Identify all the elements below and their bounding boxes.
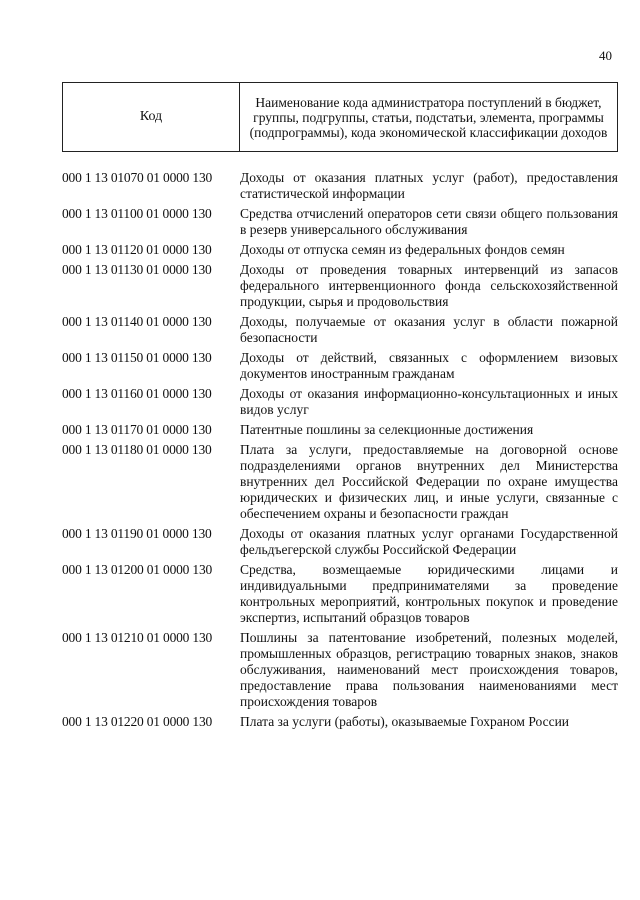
row-code: 000 1 13 01130 01 0000 130 bbox=[62, 262, 212, 277]
table-row bbox=[62, 714, 618, 730]
row-text: Патентные пошлины за селекционные достижения bbox=[240, 422, 534, 437]
table-row bbox=[62, 170, 618, 202]
row-code: 000 1 13 01120 01 0000 130 bbox=[62, 242, 212, 257]
row-code: 000 1 13 01210 01 0000 130 bbox=[62, 630, 213, 645]
table-row bbox=[62, 262, 618, 310]
row-code: 000 1 13 01150 01 0000 130 bbox=[62, 350, 212, 365]
table-body bbox=[62, 170, 618, 734]
row-text: Пошлины за патентование изобретений, полезных моделей, промышленных образцов, регистрацию товарных знаков, знаков обслуживания, наименований мест происхождения товаров, предоставление права пользования наименованиями мест происхождения товаров bbox=[240, 630, 618, 709]
row-text: Доходы от проведения товарных интервенций из запасов федерального интервенционного фонда сельскохозяйственной продукции, сырья и продовольствия bbox=[240, 262, 618, 309]
row-text: Плата за услуги (работы), оказываемые Гохраном России bbox=[240, 714, 570, 729]
row-text: Средства отчислений операторов сети связи общего пользования в резерв универсального обслуживания bbox=[240, 206, 618, 237]
table-row bbox=[62, 206, 618, 238]
row-code: 000 1 13 01220 01 0000 130 bbox=[62, 714, 213, 729]
table-row bbox=[62, 562, 618, 626]
row-text: Средства, возмещаемые юридическими лицами и индивидуальными предпринимателями за проведение контрольных мероприятий, контрольных покупок и проведение экспертиз, испытаний образцов товаров bbox=[240, 562, 618, 625]
row-code: 000 1 13 01180 01 0000 130 bbox=[62, 442, 212, 457]
header-code-cell: Код bbox=[63, 83, 240, 151]
header-name-cell: Наименование кода администратора поступлений в бюджет, группы, подгруппы, статьи, подстатьи, элемента, программы (подпрограммы), кода экономической классификации доходов bbox=[249, 94, 608, 140]
row-code: 000 1 13 01200 01 0000 130 bbox=[62, 562, 213, 577]
row-code: 000 1 13 01170 01 0000 130 bbox=[62, 422, 212, 437]
table-row bbox=[62, 314, 618, 346]
row-text: Плата за услуги, предоставляемые на договорной основе подразделениями органов внутренних дел Министерства внутренних дел Российской Федерации по охране имущества юридических и физических лиц, и иные услуги, связанные с обеспечением охраны и безопасности граждан bbox=[240, 442, 618, 521]
table-row bbox=[62, 422, 618, 438]
table-row bbox=[62, 526, 618, 558]
table-row bbox=[62, 386, 618, 418]
row-text: Доходы от оказания платных услуг (работ), предоставления статистической информации bbox=[240, 170, 618, 201]
row-text: Доходы от отпуска семян из федеральных фондов семян bbox=[240, 242, 565, 257]
row-code: 000 1 13 01160 01 0000 130 bbox=[62, 386, 212, 401]
row-text: Доходы от действий, связанных с оформлением визовых документов иностранным гражданам bbox=[240, 350, 618, 381]
table-row bbox=[62, 242, 618, 258]
row-text: Доходы от оказания платных услуг органами Государственной фельдъегерской службы Российской Федерации bbox=[240, 526, 618, 557]
page-number: 40 bbox=[599, 48, 612, 63]
table-row bbox=[62, 630, 618, 710]
row-text: Доходы от оказания информационно-консультационных и иных видов услуг bbox=[240, 386, 618, 417]
table-header bbox=[62, 82, 618, 152]
row-text: Доходы, получаемые от оказания услуг в области пожарной безопасности bbox=[240, 314, 618, 345]
row-code: 000 1 13 01190 01 0000 130 bbox=[62, 526, 212, 541]
row-code: 000 1 13 01140 01 0000 130 bbox=[62, 314, 212, 329]
table-row bbox=[62, 442, 618, 522]
table-row bbox=[62, 350, 618, 382]
row-code: 000 1 13 01070 01 0000 130 bbox=[62, 170, 213, 185]
row-code: 000 1 13 01100 01 0000 130 bbox=[62, 206, 212, 221]
